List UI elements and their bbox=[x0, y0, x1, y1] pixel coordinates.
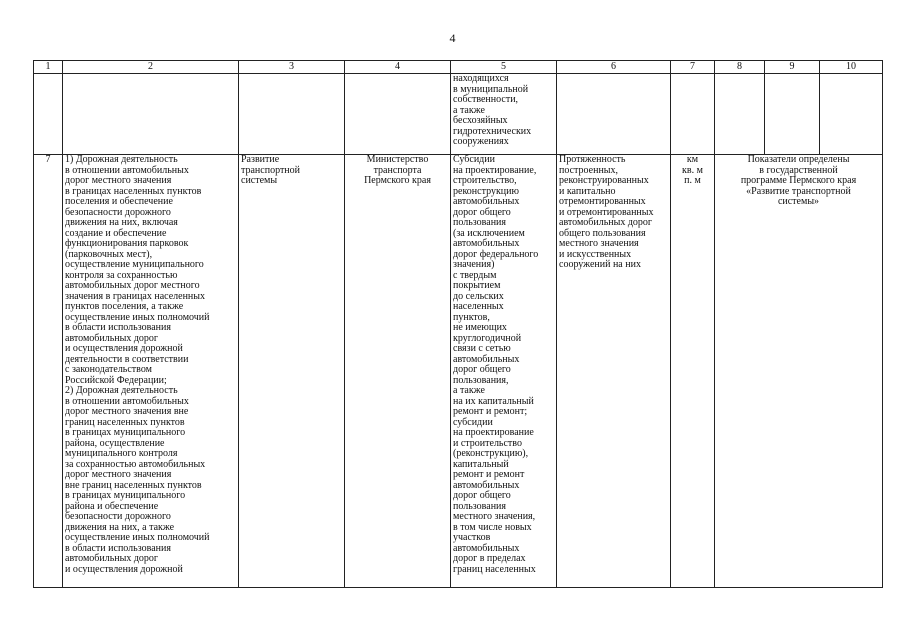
text-line: находящихся bbox=[453, 73, 509, 84]
text-line: транспортной bbox=[241, 164, 301, 176]
text-line: системы bbox=[241, 175, 278, 186]
text-line: движения на них, а также bbox=[65, 521, 175, 533]
text-line: дорог федерального bbox=[453, 248, 539, 260]
header-cell: 8 bbox=[715, 61, 765, 74]
text-line: автомобильных bbox=[453, 479, 520, 491]
text-line: системы» bbox=[777, 196, 820, 207]
text-line: местного значения bbox=[559, 238, 639, 249]
text-line: автомобильных дорог bbox=[65, 332, 159, 344]
text-line: в отношении автомобильных bbox=[65, 395, 189, 407]
text-line: автомобильных bbox=[453, 353, 520, 365]
text-line: значения) bbox=[453, 259, 495, 270]
text-line: границ населенных пунктов bbox=[65, 416, 185, 428]
text-line: в отношении автомобильных bbox=[65, 164, 189, 176]
text-line: автомобильных bbox=[453, 196, 520, 207]
text-line: бесхозяйных bbox=[453, 115, 508, 126]
text-line: осуществление иных полномочий bbox=[65, 532, 210, 543]
text-line: местного значения, bbox=[453, 511, 536, 522]
header-cell: 7 bbox=[671, 61, 715, 74]
text-line: капитальный bbox=[453, 458, 509, 470]
text-line: построенных, bbox=[559, 164, 619, 176]
text-line: и осуществления дорожной bbox=[65, 343, 183, 354]
table-cell bbox=[671, 74, 715, 155]
subsidy-description bbox=[451, 155, 557, 588]
text-line: с твердым bbox=[453, 269, 497, 281]
text-line: «Развитие транспортной bbox=[746, 185, 851, 197]
text-line: в государственной bbox=[759, 164, 838, 176]
text-line: круглогодичной bbox=[453, 332, 522, 344]
program-table bbox=[33, 60, 883, 588]
text-line: вне границ населенных пунктов bbox=[65, 479, 202, 491]
continuation-row bbox=[34, 74, 883, 155]
text-line: а также bbox=[453, 104, 485, 116]
text-line: на их капитальный bbox=[453, 395, 534, 407]
text-line: отремонтированных bbox=[559, 196, 646, 207]
text-line: не имеющих bbox=[453, 322, 507, 333]
text-line: (реконструкцию), bbox=[453, 448, 529, 459]
text-line: пользования bbox=[453, 500, 506, 512]
header-cell: 3 bbox=[239, 61, 345, 74]
header-cell: 10 bbox=[820, 61, 883, 74]
table-cell bbox=[239, 74, 345, 155]
table-row-7 bbox=[34, 155, 883, 588]
text-line: за сохранностью автомобильных bbox=[65, 458, 206, 470]
text-line: муниципального контроля bbox=[65, 448, 178, 459]
text-line: транспорта bbox=[373, 164, 422, 176]
text-line: района и обеспечение bbox=[65, 500, 159, 512]
text-line: пунктов поселения, а также bbox=[65, 301, 184, 312]
continuation-col5 bbox=[451, 74, 557, 155]
text-line: безопасности дорожного bbox=[65, 206, 171, 218]
text-line: поселения и обеспечение bbox=[65, 196, 173, 207]
text-line: деятельности в соответствии bbox=[65, 353, 189, 365]
text-line: движения на них, включая bbox=[65, 217, 178, 228]
text-line: в области использования bbox=[65, 322, 171, 333]
text-line: Протяженность bbox=[559, 154, 626, 165]
text-line: дорог в пределах bbox=[453, 553, 526, 564]
text-line: гидротехнических bbox=[453, 125, 532, 137]
text-line: и отремонтированных bbox=[559, 206, 654, 218]
text-line: Пермского края bbox=[364, 175, 431, 186]
text-line: автомобильных дорог местного bbox=[65, 280, 200, 291]
text-line: собственности, bbox=[453, 94, 519, 105]
header-cell: 1 bbox=[34, 61, 63, 74]
text-line: реконструированных bbox=[559, 175, 649, 186]
text-line: участков bbox=[453, 532, 491, 543]
text-line: пользования, bbox=[453, 374, 509, 386]
row-number: 7 bbox=[34, 155, 63, 588]
text-line: (за исключением bbox=[453, 227, 525, 239]
text-line: дорог местного значения bbox=[65, 469, 172, 480]
units bbox=[671, 155, 715, 588]
text-line: сооружений на них bbox=[559, 259, 641, 270]
indicator-values-note bbox=[715, 155, 883, 588]
text-line: пользования bbox=[453, 217, 506, 228]
header-row bbox=[34, 61, 883, 74]
page-number: 4 bbox=[449, 31, 456, 45]
text-line: в границах населенных пунктов bbox=[65, 185, 202, 197]
text-line: значения в границах населенных bbox=[65, 290, 206, 302]
text-line: и капитально bbox=[559, 185, 616, 197]
table-cell bbox=[765, 74, 820, 155]
text-line: автомобильных дорог bbox=[65, 553, 159, 564]
text-line: района, осуществление bbox=[65, 437, 165, 449]
table-cell bbox=[34, 74, 63, 155]
text-line: связи с сетью bbox=[453, 343, 511, 354]
text-line: в области использования bbox=[65, 542, 171, 554]
text-line: контроля за сохранностью bbox=[65, 269, 178, 281]
text-line: дорог общего bbox=[453, 490, 511, 501]
text-line: с законодательством bbox=[65, 364, 152, 375]
text-line: безопасности дорожного bbox=[65, 511, 171, 522]
program-name bbox=[239, 155, 345, 588]
header-cell: 6 bbox=[557, 61, 671, 74]
text-line: и строительство bbox=[453, 437, 522, 449]
text-line: границ населенных bbox=[453, 563, 536, 575]
text-line: Развитие bbox=[241, 154, 280, 165]
text-line: программе Пермского края bbox=[740, 175, 857, 186]
text-line: км bbox=[686, 154, 699, 165]
text-line: в том числе новых bbox=[453, 521, 532, 533]
text-line: в границах муниципального bbox=[65, 490, 186, 501]
text-line: п. м bbox=[684, 175, 701, 186]
text-line: дорог общего bbox=[453, 206, 511, 218]
text-line: покрытием bbox=[453, 280, 501, 291]
header-cell: 9 bbox=[765, 61, 820, 74]
responsible-ministry bbox=[345, 155, 451, 588]
text-line: Министерство bbox=[366, 154, 429, 165]
text-line: 2) Дорожная деятельность bbox=[65, 385, 178, 396]
text-line: и искусственных bbox=[559, 248, 632, 260]
header-cell: 4 bbox=[345, 61, 451, 74]
text-line: субсидии bbox=[453, 416, 493, 428]
text-line: на проектирование, bbox=[453, 164, 537, 176]
text-line: автомобильных дорог bbox=[559, 217, 653, 228]
text-line: дорог местного значения вне bbox=[65, 406, 189, 417]
text-line: дорог общего bbox=[453, 364, 511, 375]
text-line: общего пользования bbox=[559, 227, 646, 239]
text-line: сооружениях bbox=[453, 136, 509, 147]
text-line: автомобильных bbox=[453, 238, 520, 249]
text-line: Субсидии bbox=[453, 154, 495, 165]
text-line: до сельских bbox=[453, 290, 504, 302]
table-cell bbox=[715, 74, 765, 155]
text-line: осуществление муниципального bbox=[65, 259, 204, 270]
table-cell bbox=[345, 74, 451, 155]
activity-description bbox=[63, 155, 239, 588]
table-cell bbox=[557, 74, 671, 155]
text-line: кв. м bbox=[682, 164, 703, 176]
table-cell bbox=[63, 74, 239, 155]
text-line: в границах муниципального bbox=[65, 427, 186, 438]
text-line: в муниципальной bbox=[453, 83, 529, 95]
text-line: а также bbox=[453, 385, 485, 396]
text-line: Показатели определены bbox=[747, 154, 850, 165]
text-line: 1) Дорожная деятельность bbox=[65, 154, 178, 165]
text-line: ремонт и ремонт; bbox=[453, 406, 528, 417]
indicator-description bbox=[557, 155, 671, 588]
text-line: Российской Федерации; bbox=[65, 374, 167, 386]
text-line: дорог местного значения bbox=[65, 175, 172, 186]
text-line: и осуществления дорожной bbox=[65, 563, 183, 575]
text-line: автомобильных bbox=[453, 542, 520, 554]
text-line: населенных bbox=[453, 301, 504, 312]
header-cell: 2 bbox=[63, 61, 239, 74]
text-line: на проектирование bbox=[453, 427, 534, 438]
text-line: создание и обеспечение bbox=[65, 227, 167, 239]
text-line: функционирования парковок bbox=[65, 238, 189, 249]
text-line: осуществление иных полномочий bbox=[65, 311, 210, 323]
text-line: ремонт и ремонт bbox=[453, 469, 525, 480]
text-line: (парковочных мест), bbox=[65, 248, 153, 260]
table-cell bbox=[820, 74, 883, 155]
text-line: пунктов, bbox=[453, 311, 490, 323]
header-cell: 5 bbox=[451, 61, 557, 74]
text-line: строительство, bbox=[453, 175, 517, 186]
text-line: реконструкцию bbox=[453, 185, 519, 197]
